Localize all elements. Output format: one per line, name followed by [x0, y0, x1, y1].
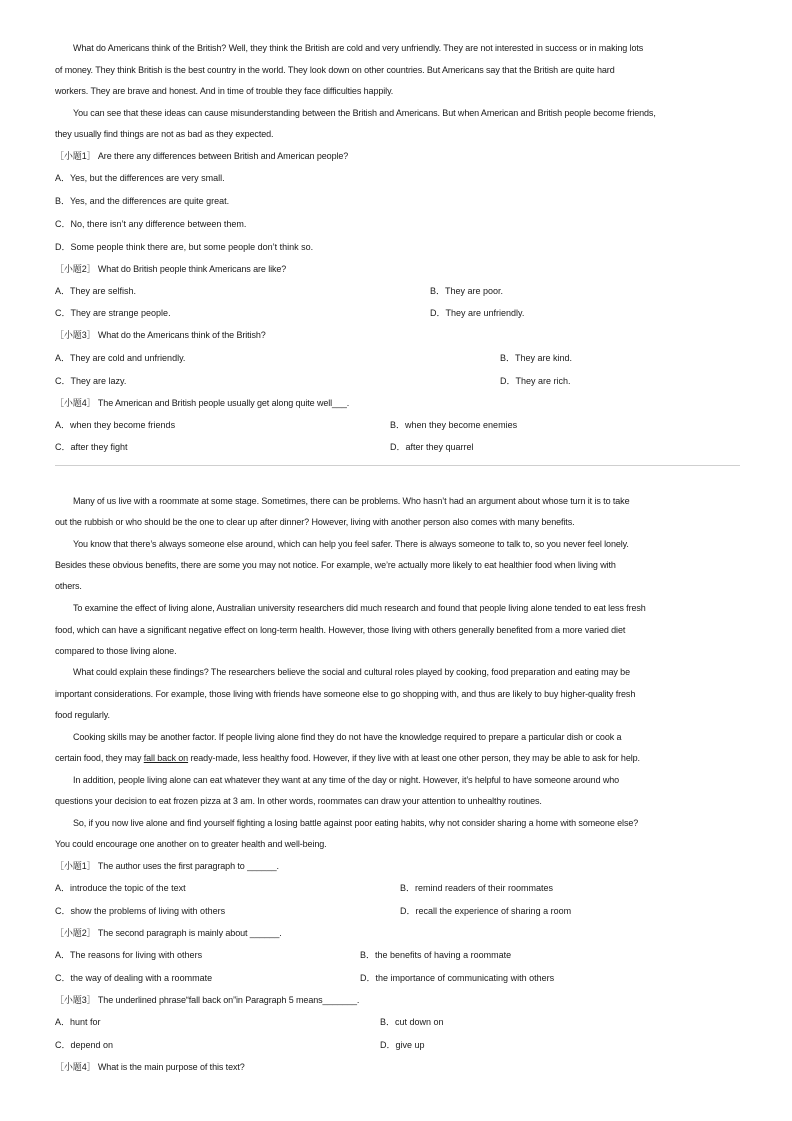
question-stem: ［小题2］ The second paragraph is mainly about ______.: [55, 928, 282, 938]
answer-option[interactable]: C．They are lazy.: [55, 376, 127, 386]
answer-option[interactable]: C．the way of dealing with a roommate: [55, 973, 213, 983]
passage2-text: ready-made, less healthy food. However, if they live with at least one other person, they may be able to ask for help.: [188, 753, 640, 763]
answer-option[interactable]: D．the importance of communicating with others: [360, 973, 555, 983]
passage2-line: In addition, people living alone can eat whatever they want at any time of the day or night. However, it’s helpful to have someone around who: [73, 775, 620, 785]
passage2-line: To examine the effect of living alone, Australian university researchers did much research and found that people living alone tended to eat less fresh: [73, 603, 646, 613]
answer-option[interactable]: C．They are strange people.: [55, 308, 171, 318]
question-stem: ［小题1］ Are there any differences between British and American people?: [55, 151, 349, 161]
answer-option[interactable]: B．They are poor.: [430, 286, 504, 296]
answer-option[interactable]: C．after they fight: [55, 442, 128, 452]
answer-option[interactable]: A．hunt for: [55, 1017, 101, 1027]
passage2-line: out the rubbish or who should be the one to clear up after dinner? However, living with another person also comes with many benefits.: [55, 517, 575, 527]
answer-option[interactable]: D．They are rich.: [500, 376, 571, 386]
answer-option[interactable]: C．show the problems of living with others: [55, 906, 226, 916]
underlined-phrase: fall back on: [143, 753, 189, 763]
passage2-line: food regularly.: [55, 710, 110, 720]
answer-option[interactable]: D．They are unfriendly.: [430, 308, 525, 318]
question-stem: ［小题2］ What do British people think Americans are like?: [55, 264, 287, 274]
passage1-line: they usually find things are not as bad as they expected.: [55, 129, 274, 139]
passage2-line: You know that there’s always someone else around, which can help you feel safer. There is always someone to talk to, so you never feel lonely.: [73, 539, 629, 549]
answer-option[interactable]: B．when they become enemies: [390, 420, 518, 430]
passage1-line: You can see that these ideas can cause misunderstanding between the British and Americans. But when American and British people become friends,: [73, 108, 656, 118]
passage2-line: [55, 752, 745, 764]
answer-option[interactable]: A．They are selfish.: [55, 286, 137, 296]
answer-option[interactable]: A．Yes, but the differences are very small.: [55, 173, 225, 183]
passage2-line: food, which can have a significant negative effect on long-term health. However, those living with others generally benefited from a more varied diet: [55, 625, 626, 635]
passage2-line: What could explain these findings? The researchers believe the social and cultural roles played by cooking, food preparation and eating may be: [73, 667, 630, 677]
answer-option[interactable]: A．The reasons for living with others: [55, 950, 203, 960]
passage2-line: questions your decision to eat frozen pizza at 3 am. In other words, roommates can draw your attention to unhealthy routines.: [55, 796, 542, 806]
answer-option[interactable]: C．No, there isn’t any difference between them.: [55, 219, 247, 229]
answer-option[interactable]: B．cut down on: [380, 1017, 444, 1027]
passage1-line: of money. They think British is the best country in the world. They look down on other countries. But Americans say that the British are quite hard: [55, 65, 615, 75]
passage2-line: So, if you now live alone and find yourself fighting a losing battle against poor eating habits, why not consider sharing a home with someone else?: [73, 818, 639, 828]
answer-option[interactable]: D．after they quarrel: [390, 442, 474, 452]
question-stem: ［小题4］ The American and British people usually get along quite well___.: [55, 398, 350, 408]
section-divider: [55, 465, 740, 466]
answer-option[interactable]: D．Some people think there are, but some people don’t think so.: [55, 242, 314, 252]
passage2-line: You could encourage one another on to greater health and well-being.: [55, 839, 327, 849]
passage2-line: Many of us live with a roommate at some stage. Sometimes, there can be problems. Who hasn’t had an argument about whose turn it is to take: [73, 496, 630, 506]
answer-option[interactable]: A．They are cold and unfriendly.: [55, 353, 186, 363]
question-stem: ［小题3］ The underlined phrase“fall back on”in Paragraph 5 means_______.: [55, 995, 360, 1005]
passage2-line: compared to those living alone.: [55, 646, 177, 656]
answer-option[interactable]: B．Yes, and the differences are quite great.: [55, 196, 230, 206]
passage1-line: What do Americans think of the British? Well, they think the British are cold and very unfriendly. They are not interested in success or in making lots: [73, 43, 644, 53]
answer-option[interactable]: D．give up: [380, 1040, 425, 1050]
question-stem: ［小题1］ The author uses the first paragraph to ______.: [55, 861, 279, 871]
question-stem: ［小题3］ What do the Americans think of the British?: [55, 330, 266, 340]
question-stem: ［小题4］ What is the main purpose of this text?: [55, 1062, 245, 1072]
answer-option[interactable]: C．depend on: [55, 1040, 114, 1050]
passage2-line: important considerations. For example, those living with friends have someone else to go shopping with, and thus are likely to buy higher-quality fresh: [55, 689, 636, 699]
answer-option[interactable]: A．when they become friends: [55, 420, 176, 430]
passage2-line: Besides these obvious benefits, there are some you may not notice. For example, we’re actually more likely to eat healthier food when living with: [55, 560, 616, 570]
passage2-line: Cooking skills may be another factor. If people living alone find they do not have the knowledge required to prepare a particular dish or cook a: [73, 732, 622, 742]
passage2-text: certain food, they may: [55, 753, 144, 763]
passage1-line: workers. They are brave and honest. And in time of trouble they face difficulties happily.: [55, 86, 394, 96]
answer-option[interactable]: B．remind readers of their roommates: [400, 883, 554, 893]
answer-option[interactable]: D．recall the experience of sharing a room: [400, 906, 572, 916]
answer-option[interactable]: B．They are kind.: [500, 353, 573, 363]
answer-option[interactable]: B．the benefits of having a roommate: [360, 950, 512, 960]
passage2-line: others.: [55, 581, 82, 591]
answer-option[interactable]: A．introduce the topic of the text: [55, 883, 186, 893]
